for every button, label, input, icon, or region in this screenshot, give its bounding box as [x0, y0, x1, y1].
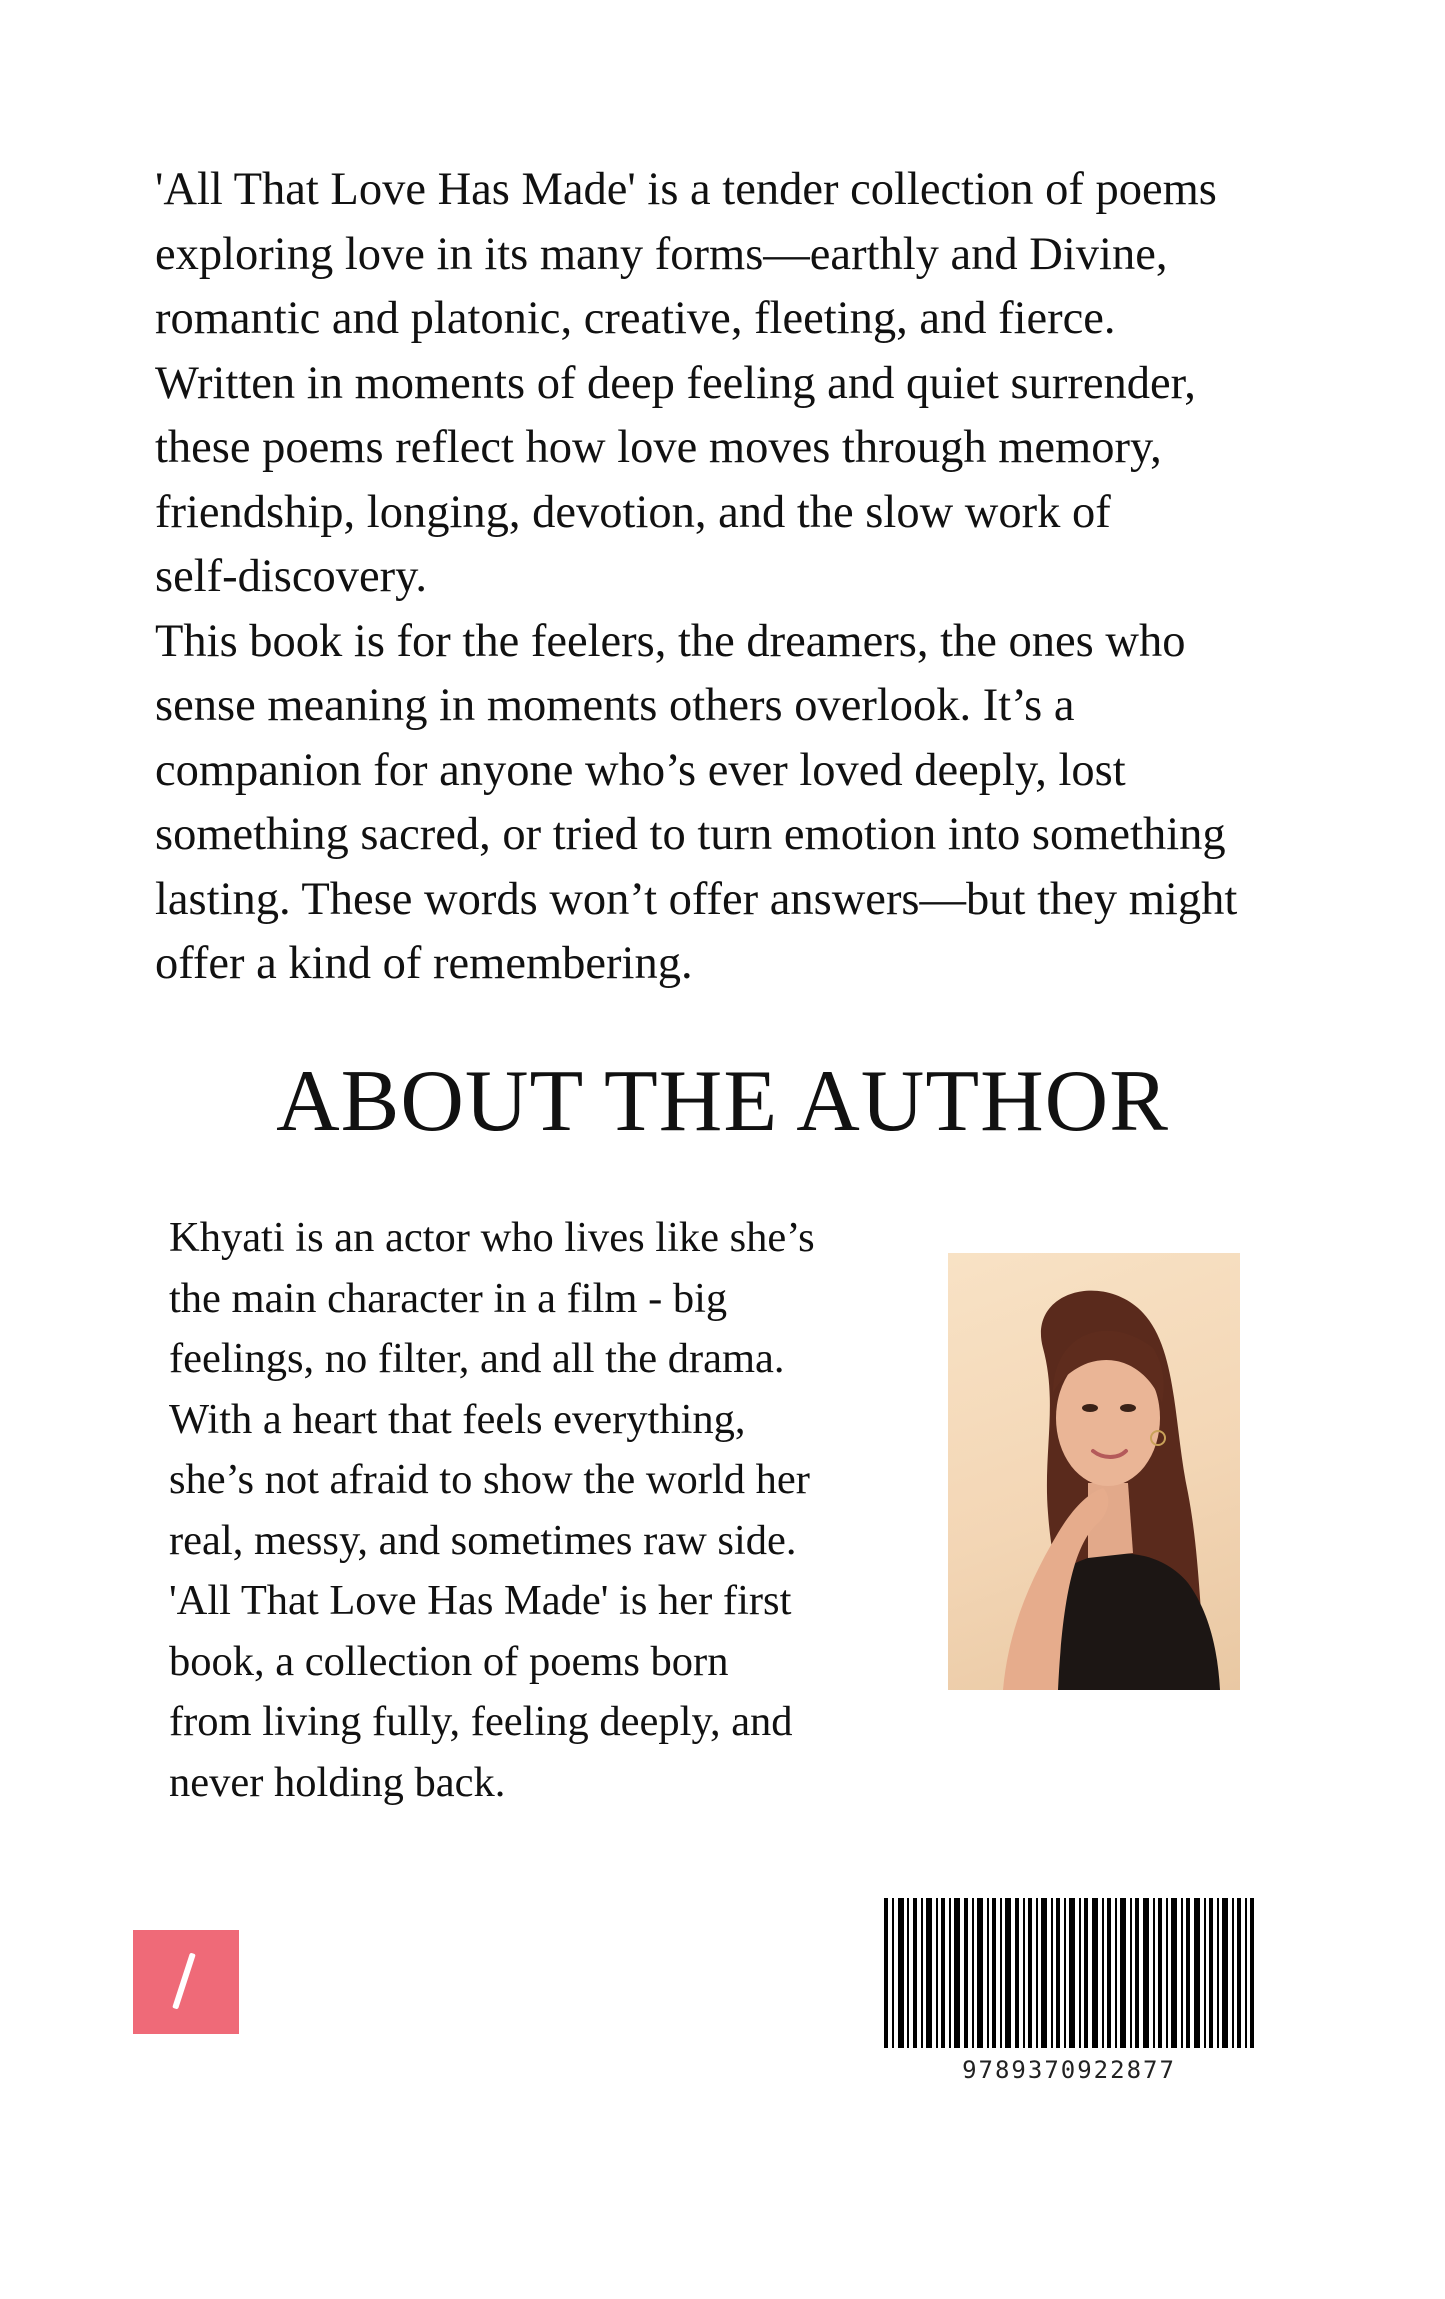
bio-line: With a heart that feels everything, [169, 1395, 746, 1443]
blurb-line: companion for anyone who’s ever loved deeply, lost [155, 744, 1126, 796]
author-photo [948, 1253, 1240, 1690]
blurb-line: these poems reflect how love moves through memory, [155, 422, 1162, 473]
bio-line: the main character in a film - big [169, 1274, 728, 1322]
bio-line: book, a collection of poems born [169, 1637, 729, 1685]
blurb-line: self-discovery. [155, 551, 428, 602]
blurb-line: sense meaning in moments others overlook. It’s a [155, 680, 1075, 731]
slash-logo-icon [172, 1952, 196, 2009]
bio-line: from living fully, feeling deeply, and [169, 1698, 793, 1745]
bio-line: 'All That Love Has Made' is her first [169, 1577, 792, 1624]
blurb-line: romantic and platonic, creative, fleeting, and fierce. [155, 293, 1116, 344]
blurb-line: exploring love in its many forms—earthly and Divine, [155, 228, 1168, 280]
blurb-line: 'All That Love Has Made' is a tender collection of poems [155, 164, 1217, 215]
about-author-heading: ABOUT THE AUTHOR [276, 1053, 1169, 1150]
publisher-logo [133, 1930, 239, 2034]
isbn-number: 9789370922877 [962, 2056, 1176, 2084]
blurb-line: lasting. These words won’t offer answers—but they might [155, 873, 1238, 925]
author-bio [169, 1208, 929, 1813]
bio-line: she’s not afraid to show the world her [169, 1456, 810, 1503]
bio-line: never holding back. [169, 1758, 506, 1806]
blurb-line: friendship, longing, devotion, and the slow work of [155, 486, 1111, 538]
bio-line: feelings, no filter, and all the drama. [169, 1335, 785, 1382]
blurb-line: something sacred, or tried to turn emotion into something [155, 809, 1226, 860]
bio-line: Khyati is an actor who lives like she’s [169, 1214, 815, 1261]
blurb-line: This book is for the feelers, the dreamers, the ones who [155, 615, 1186, 667]
bio-line: real, messy, and sometimes raw side. [169, 1516, 797, 1564]
book-blurb [155, 158, 1345, 997]
blurb-line: Written in moments of deep feeling and quiet surrender, [155, 357, 1196, 409]
isbn-barcode [884, 1898, 1254, 2048]
blurb-line: offer a kind of remembering. [155, 938, 693, 989]
